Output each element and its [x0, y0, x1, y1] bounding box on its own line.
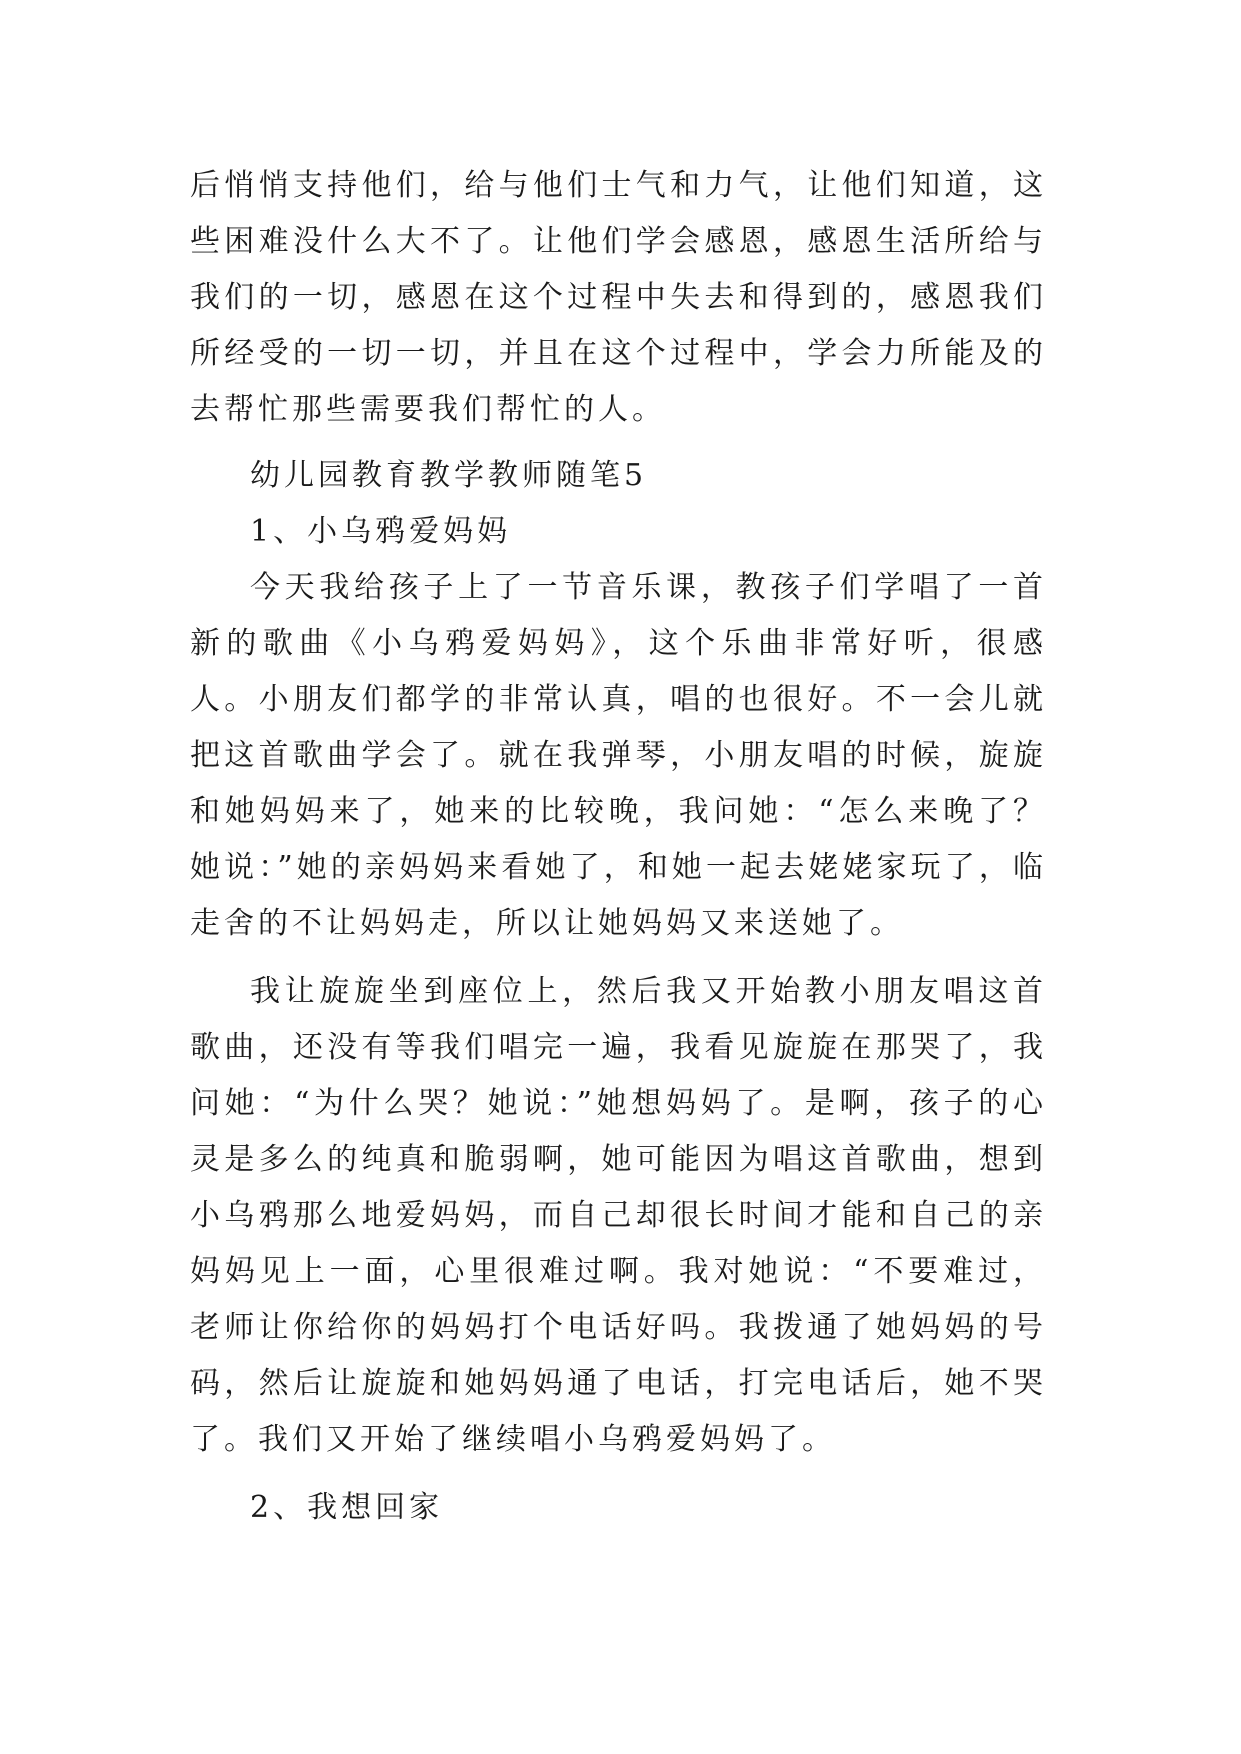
continued-paragraph: 后悄悄支持他们，给与他们士气和力气，让他们知道，这些困难没什么大不了。让他们学会感恩，感恩生活所给与我们的一切，感恩在这个过程中失去和得到的，感恩我们所经受的一切一切，并且在这个过程中，学会力所能及的去帮忙那些需要我们帮忙的人。: [190, 168, 1047, 427]
story-2-title: 2、我想回家: [250, 1490, 444, 1525]
story-1-paragraph-2: 我让旋旋坐到座位上，然后我又开始教小朋友唱这首歌曲，还没有等我们唱完一遍，我看见旋旋在那哭了，我问她：“为什么哭？她说：”她想妈妈了。是啊，孩子的心灵是多么的纯真和脆弱啊，她可能因为唱这首歌曲，想到小乌鸦那么地爱妈妈，而自己却很长时间才能和自己的亲妈妈见上一面，心里很难过啊。我对她说：“不要难过，老师让你给你的妈妈打个电话好吗。我拨通了她妈妈的号码，然后让旋旋和她妈妈通了电话，打完电话后，她不哭了。我们又开始了继续唱小乌鸦爱妈妈了。: [190, 974, 1047, 1457]
section-title: 幼儿园教育教学教师随笔5: [250, 458, 648, 493]
story-1-title: 1、小乌鸦爱妈妈: [250, 514, 512, 549]
story-1-paragraph-1: 今天我给孩子上了一节音乐课，教孩子们学唱了一首新的歌曲《小乌鸦爱妈妈》，这个乐曲非常好听，很感人。小朋友们都学的非常认真，唱的也很好。不一会儿就把这首歌曲学会了。就在我弹琴，小朋友唱的时候，旋旋和她妈妈来了，她来的比较晚，我问她：“怎么来晚了？她说：”她的亲妈妈来看她了，和她一起去姥姥家玩了，临走舍的不让妈妈走，所以让她妈妈又来送她了。: [190, 570, 1047, 941]
document-page: [190, 158, 1047, 1536]
